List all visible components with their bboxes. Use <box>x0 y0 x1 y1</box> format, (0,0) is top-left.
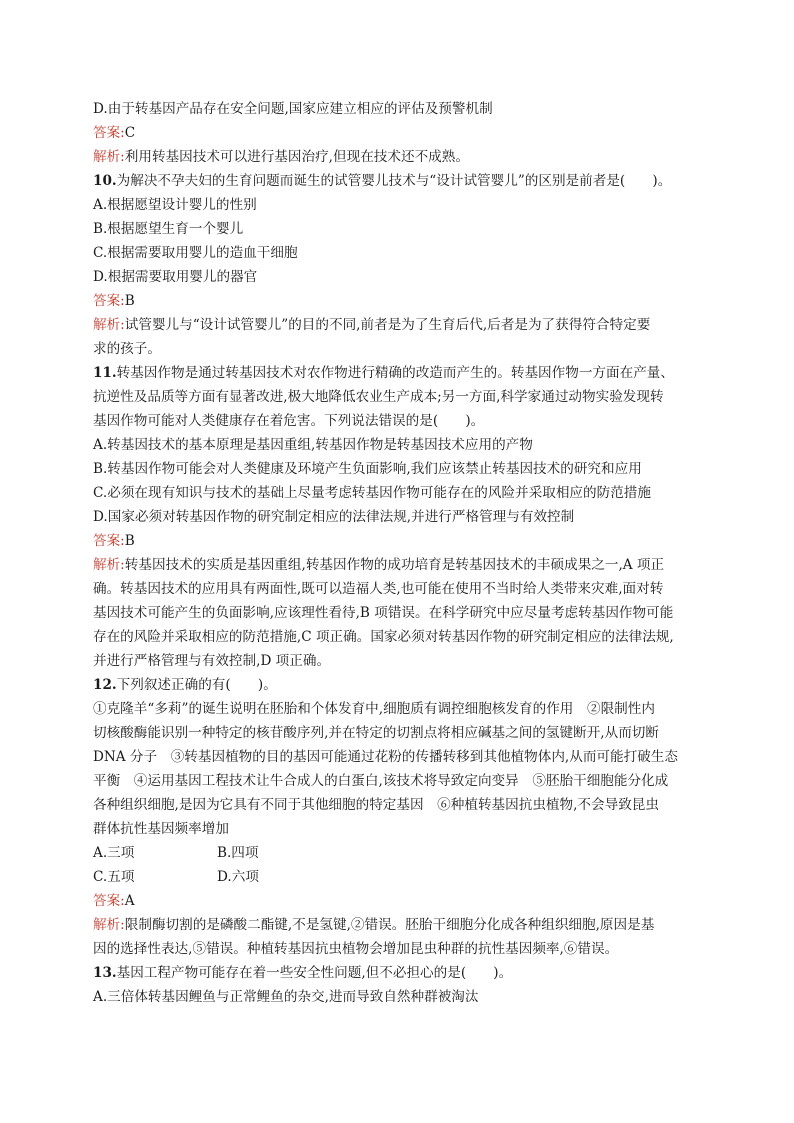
statement-line: ①克隆羊“多莉”的诞生说明在胚胎和个体发育中,细胞质有调控细胞核发育的作用 ②限制性内 <box>93 701 655 717</box>
option-d: D.由于转基因产品存在安全问题,国家应建立相应的评估及预警机制 <box>93 101 493 117</box>
statement-line: 群体抗性基因频率增加 <box>93 821 229 837</box>
options-row <box>93 841 705 865</box>
explanation-line: 解析:限制酶切割的是磷酸二酯键,不是氢键,②错误。胚胎干细胞分化成各种组织细胞,原因是基 <box>93 917 655 933</box>
option-a: A.三项 <box>93 845 135 861</box>
explanation-line: 因的选择性表达,⑤错误。种植转基因抗虫植物会增加昆虫种群的抗性基因频率,⑥错误。 <box>93 941 619 957</box>
option-c: C.五项 <box>93 869 135 885</box>
explanation-line: 确。转基因技术的应用具有两面性,既可以造福人类,也可能在使用不当时给人类带来灾难,面对转 <box>93 581 664 597</box>
explanation-line: 基因技术可能产生的负面影响,应该理性看待,B 项错误。在科学研究中应尽量考虑转基因作物可能 <box>93 605 674 621</box>
question-stem-line: 抗逆性及品质等方面有显著改进,极大地降低农业生产成本;另一方面,科学家通过动物实验发现转 <box>93 389 664 405</box>
explanation-text: 利用转基因技术可以进行基因治疗,但现在技术还不成熟。 <box>124 149 469 165</box>
answer-value: A <box>124 893 135 909</box>
option-c: C.根据需要取用婴儿的造血干细胞 <box>93 245 298 261</box>
question-number: 10. <box>93 173 117 189</box>
explanation-line: 并进行严格管理与有效控制,D 项正确。 <box>93 653 331 669</box>
explanation-line: 解析:试管婴儿与“设计试管婴儿”的目的不同,前者是为了生育后代,后者是为了获得符合特定要 <box>93 317 651 333</box>
answer-line <box>93 529 705 553</box>
statement-line: 切核酸酶能识别一种特定的核苷酸序列,并在特定的切割点将相应碱基之间的氢键断开,从而切断 <box>93 725 659 741</box>
answer-label: 答案: <box>93 533 125 549</box>
explanation-line: 求的孩子。 <box>93 341 161 357</box>
option-a: A.转基因技术的基本原理是基因重组,转基因作物是转基因技术应用的产物 <box>93 437 533 453</box>
explanation-label: 解析: <box>93 917 125 933</box>
explanation-line: 存在的风险并采取相应的防范措施,C 项正确。国家必须对转基因作物的研究制定相应的法律法规, <box>93 629 674 645</box>
question-number: 12. <box>93 677 117 693</box>
option-b: B.根据愿望生育一个婴儿 <box>93 221 244 237</box>
option-b: B.四项 <box>217 845 259 861</box>
option-a: A.三倍体转基因鲤鱼与正常鲤鱼的杂交,进而导致自然种群被淘汰 <box>93 989 479 1005</box>
explanation-label: 解析: <box>93 317 125 333</box>
question-number: 11. <box>93 365 117 381</box>
answer-value: B <box>124 533 135 549</box>
answer-label: 答案: <box>93 893 125 909</box>
answer-value: B <box>124 293 135 309</box>
option-d: D.六项 <box>217 869 259 885</box>
answer-value: C <box>124 125 136 141</box>
question-13-stem: 13.基因工程产物可能存在着一些安全性问题,但不必担心的是( )。 <box>93 965 513 981</box>
question-11-stem: 11.转基因作物是通过转基因技术对农作物进行精确的改造而产生的。转基因作物一方面在产量、 <box>93 365 674 381</box>
option-b: B.转基因作物可能会对人类健康及环境产生负面影响,我们应该禁止转基因技术的研究和应用 <box>93 461 642 477</box>
statement-line: 各种组织细胞,是因为它具有不同于其他细胞的特定基因 ⑥种植转基因抗虫植物,不会导致昆虫 <box>93 797 659 813</box>
statement-line: 平衡 ④运用基因工程技术让牛合成人的白蛋白,该技术将导致定向变异 ⑤胚胎干细胞能分化成 <box>93 773 669 789</box>
answer-line <box>93 289 705 313</box>
question-12-stem: 12.下列叙述正确的有( )。 <box>93 677 277 693</box>
document-page <box>93 97 705 1009</box>
question-stem-line: 基因作物可能对人类健康存在着危害。下列说法错误的是( )。 <box>93 413 485 429</box>
answer-line <box>93 889 705 913</box>
option-d: D.根据需要取用婴儿的器官 <box>93 269 258 285</box>
explanation-line <box>93 145 705 169</box>
answer-label: 答案: <box>93 125 125 141</box>
option-a: A.根据愿望设计婴儿的性别 <box>93 197 257 213</box>
explanation-label: 解析: <box>93 149 125 165</box>
explanation-line: 解析:转基因技术的实质是基因重组,转基因作物的成功培育是转基因技术的丰硕成果之一,A 项正 <box>93 557 665 573</box>
option-c: C.必须在现有知识与技术的基础上尽量考虑转基因作物可能存在的风险并采取相应的防范措施 <box>93 485 651 501</box>
answer-line <box>93 121 705 145</box>
explanation-label: 解析: <box>93 557 125 573</box>
question-10-stem: 10.为解决不孕夫妇的生育问题而诞生的试管婴儿技术与“设计试管婴儿”的区别是前者是( )。 <box>93 173 672 189</box>
question-number: 13. <box>93 965 117 981</box>
options-row <box>93 865 705 889</box>
answer-label: 答案: <box>93 293 125 309</box>
option-d: D.国家必须对转基因作物的研究制定相应的法律法规,并进行严格管理与有效控制 <box>93 509 575 525</box>
statement-line: DNA 分子 ③转基因植物的目的基因可能通过花粉的传播转移到其他植物体内,从而可能打破生态 <box>93 749 678 765</box>
